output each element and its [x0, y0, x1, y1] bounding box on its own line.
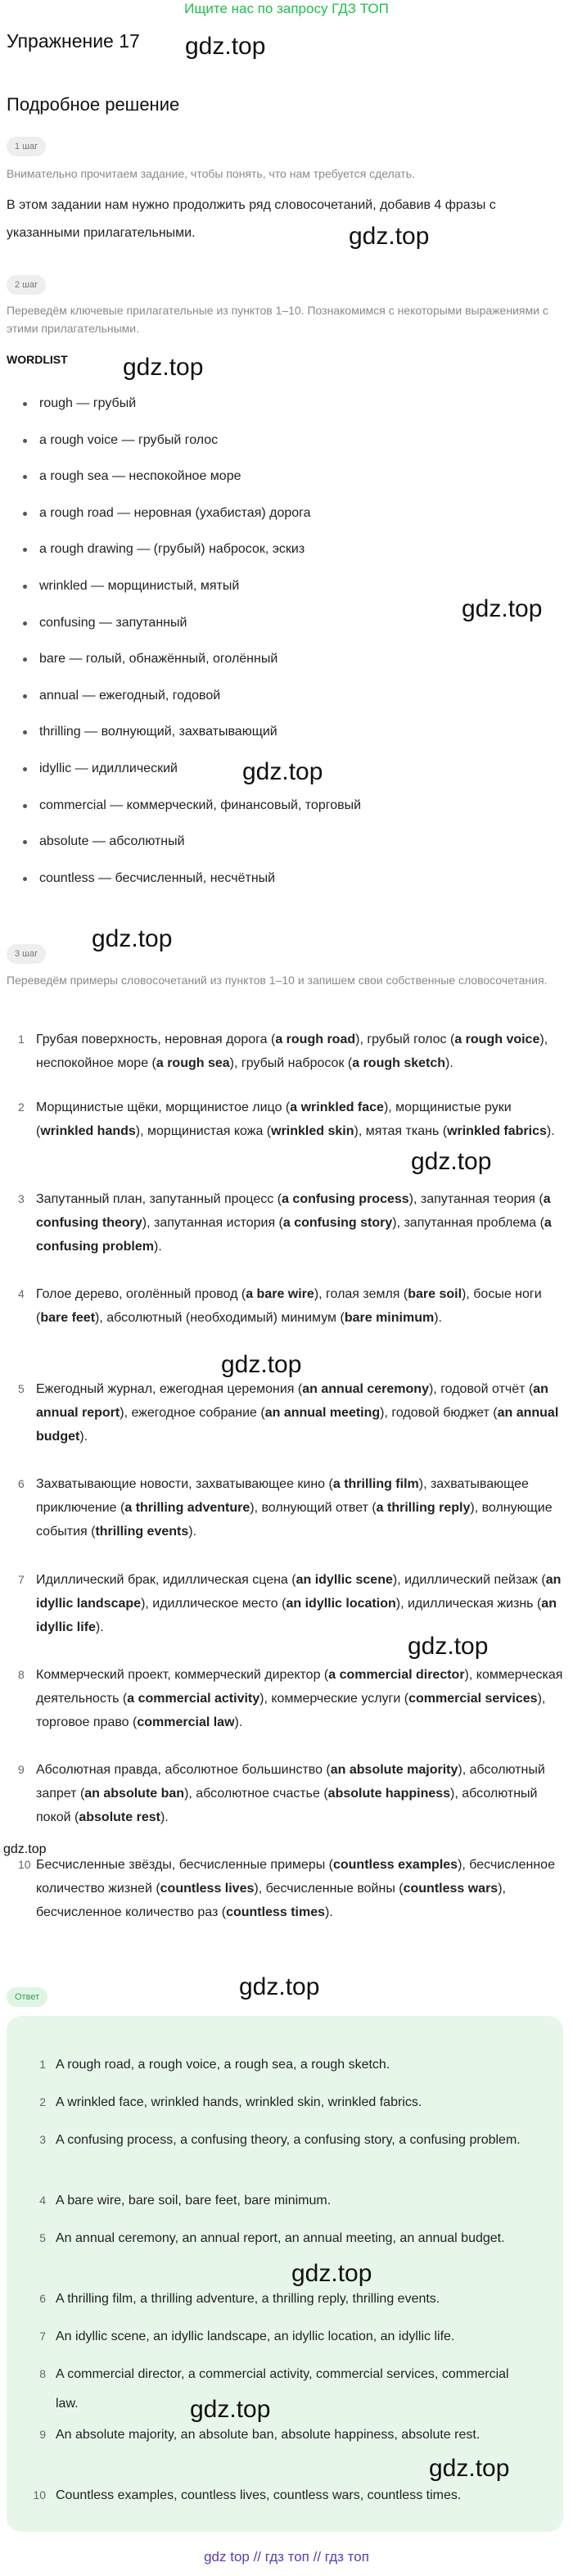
list-item-number: 6 — [18, 1477, 25, 1490]
answer-number: 3 — [39, 2133, 46, 2146]
watermark: gdz.top — [239, 1973, 320, 2000]
answer-item: An annual ceremony, an annual report, an annual meeting, an annual budget. — [56, 2231, 505, 2245]
answer-item: A rough road, a rough voice, a rough sea, a rough sketch. — [56, 2058, 390, 2072]
wordlist-item-text: a rough road — неровная (ухабистая) дорога — [39, 505, 311, 520]
answer-item: A thrilling film, a thrilling adventure, a thrilling reply, thrilling events. — [56, 2292, 440, 2306]
wordlist-item-text: a rough voice — грубый голос — [39, 432, 219, 447]
step-badge-3: 3 шаг — [7, 944, 46, 964]
list-item: Бесчисленные звёзды, бесчисленные примеры (countless examples), бесчисленное количество жизней (countless lives), бесчисленные войны (countless wars), бесчисленное количество раз (countless times). — [36, 1858, 555, 1919]
answer-number: 1 — [39, 2058, 46, 2071]
list-item: Голое дерево, оголённый провод (a bare wire), голая земля (bare soil), босые ноги (bare feet), абсолютный (необходимый) минимум (bare minimum). — [36, 1287, 542, 1325]
watermark: gdz.top — [3, 1842, 47, 1856]
bullet-icon — [23, 767, 27, 771]
footer-links[interactable]: gdz top // гдз топ // гдз топ — [204, 2549, 369, 2565]
wordlist-item-text: absolute — абсолютный — [39, 834, 185, 849]
wordlist-item-text: confusing — запутанный — [39, 615, 187, 630]
list-item-number: 8 — [18, 1668, 25, 1681]
answer-number: 4 — [39, 2194, 46, 2207]
wordlist-item-text: bare — голый, обнажённый, оголённый — [39, 652, 278, 667]
watermark: gdz.top — [462, 595, 543, 622]
watermark: gdz.top — [349, 223, 430, 250]
wordlist-item-text: annual — ежегодный, годовой — [39, 688, 221, 703]
bullet-icon — [23, 402, 27, 406]
answer-item: An absolute majority, an absolute ban, absolute happiness, absolute rest. — [56, 2428, 481, 2442]
answer-number: 2 — [39, 2095, 46, 2108]
answer-number: 8 — [39, 2367, 46, 2380]
step2-note: Переведём ключевые прилагательные из пунктов 1–10. Познакомимся с некоторыми выражениями с этими прилагательными. — [7, 304, 548, 335]
bullet-icon — [23, 694, 27, 698]
watermark: gdz.top — [242, 758, 323, 785]
bullet-icon — [23, 877, 27, 881]
wordlist-item-text: countless — бесчисленный, несчётный — [39, 870, 276, 885]
answer-number: 7 — [39, 2330, 46, 2343]
wordlist-item-text: commercial — коммерческий, финансовый, торговый — [39, 798, 362, 812]
watermark: gdz.top — [291, 2260, 372, 2287]
answer-item: A wrinkled face, wrinkled hands, wrinkled skin, wrinkled fabrics. — [56, 2095, 422, 2109]
bullet-icon — [23, 730, 27, 734]
list-item: Запутанный план, запутанный процесс (a confusing process), запутанная теория (a confusing theory), запутанная история (a confusing story), запутанная проблема (a confusing problem). — [36, 1192, 552, 1254]
bullet-icon — [23, 621, 27, 626]
bullet-icon — [23, 658, 27, 662]
answer-number: 10 — [33, 2488, 46, 2501]
step3-note: Переведём примеры словосочетаний из пунктов 1–10 и запишем свои собственные словосочетания. — [7, 974, 548, 987]
answer-number: 9 — [39, 2428, 46, 2441]
list-item-number: 4 — [18, 1287, 25, 1300]
bullet-icon — [23, 804, 27, 808]
list-item: Идиллический брак, идиллическая сцена (an idyllic scene), идиллический пейзаж (an idyllic landscape), идиллическое место (an idyllic location), идиллическая жизнь (an idyllic life). — [36, 1573, 562, 1634]
bullet-icon — [23, 548, 27, 552]
answer-item: A commercial director, a commercial activity, commercial services, commercial law. — [56, 2367, 509, 2411]
bullet-icon — [23, 840, 27, 844]
list-item-number: 9 — [18, 1763, 25, 1776]
wordlist-item-text: idyllic — идиллический — [39, 762, 178, 775]
step1-text: В этом задании нам нужно продолжить ряд словосочетаний, добавив 4 фразы с указанными прилагательными. — [7, 198, 496, 240]
bullet-icon — [23, 475, 27, 479]
list-item-number: 2 — [18, 1100, 25, 1114]
wordlist-item-text: thrilling — волнующий, захватывающий — [39, 725, 277, 739]
list-item-number: 7 — [18, 1573, 25, 1586]
list-item: Ежегодный журнал, ежегодная церемония (an annual ceremony), годовой отчёт (an annual report), ежегодное собрание (an annual meeting), годовой бюджет (an annual budget). — [36, 1382, 559, 1444]
answer-item: A confusing process, a confusing theory, a confusing story, a confusing problem. — [56, 2133, 521, 2147]
watermark: gdz.top — [185, 33, 266, 60]
watermark: gdz.top — [123, 354, 204, 381]
bullet-icon — [23, 585, 27, 589]
list-item: Морщинистые щёки, морщинистое лицо (a wrinkled face), морщинистые руки (wrinkled hands), морщинистая кожа (wrinkled skin), мятая ткань (wrinkled fabrics). — [36, 1100, 555, 1138]
answer-number: 6 — [39, 2292, 46, 2305]
list-item: Захватывающие новости, захватывающее кино (a thrilling film), захватывающее приключение (a thrilling adventure), волнующий ответ (a thrilling reply), волнующие события (thrilling events). — [36, 1477, 553, 1539]
watermark: gdz.top — [190, 2396, 271, 2423]
wordlist-item-text: a rough drawing — (грубый) набросок, эскиз — [39, 542, 305, 557]
answer-number: 5 — [39, 2231, 46, 2244]
list-item-number: 10 — [18, 1858, 31, 1871]
step-badge-2: 2 шаг — [7, 275, 46, 295]
list-item-number: 1 — [18, 1033, 25, 1046]
top-banner-link[interactable]: Ищите нас по запросу ГДЗ ТОП — [184, 1, 389, 16]
watermark: gdz.top — [221, 1351, 302, 1378]
wordlist-item-text: rough — грубый — [39, 396, 137, 410]
list-item-number: 3 — [18, 1192, 25, 1205]
list-item: Абсолютная правда, абсолютное большинство (an absolute majority), абсолютный запрет (an absolute ban), абсолютное счастье (absolute happiness), абсолютный покой (absolute rest). — [36, 1763, 545, 1824]
watermark: gdz.top — [408, 1633, 489, 1660]
answer-item: Countless examples, countless lives, countless wars, countless times. — [56, 2488, 462, 2502]
wordlist-item-text: wrinkled — морщинистый, мятый — [39, 579, 240, 593]
answer-badge: Ответ — [7, 1987, 47, 2007]
wordlist-label: WORDLIST — [7, 353, 68, 366]
answer-item: A bare wire, bare soil, bare feet, bare minimum. — [56, 2194, 332, 2208]
watermark: gdz.top — [429, 2455, 510, 2482]
page-title: Упражнение 17 — [7, 30, 140, 52]
list-item: Грубая поверхность, неровная дорога (a rough road), грубый голос (a rough voice), неспокойное море (a rough sea), грубый набросок (a rough sketch). — [36, 1033, 548, 1070]
list-item-number: 5 — [18, 1382, 25, 1395]
bullet-icon — [23, 439, 27, 443]
watermark: gdz.top — [411, 1148, 492, 1175]
wordlist-item-text: a rough sea — неспокойное море — [39, 469, 241, 484]
answer-item: An idyllic scene, an idyllic landscape, an idyllic location, an idyllic life. — [56, 2330, 455, 2343]
section-title: Подробное решение — [7, 94, 180, 115]
bullet-icon — [23, 512, 27, 516]
step-badge-1: 1 шаг — [7, 137, 46, 156]
list-item: Коммерческий проект, коммерческий директор (a commercial director), коммерческая деятельность (a commercial activity), коммерческие услуги (commercial services), торговое право (commercial law). — [36, 1668, 563, 1729]
step1-note: Внимательно прочитаем задание, чтобы понять, что нам требуется сделать. — [7, 167, 415, 180]
watermark: gdz.top — [92, 925, 173, 952]
